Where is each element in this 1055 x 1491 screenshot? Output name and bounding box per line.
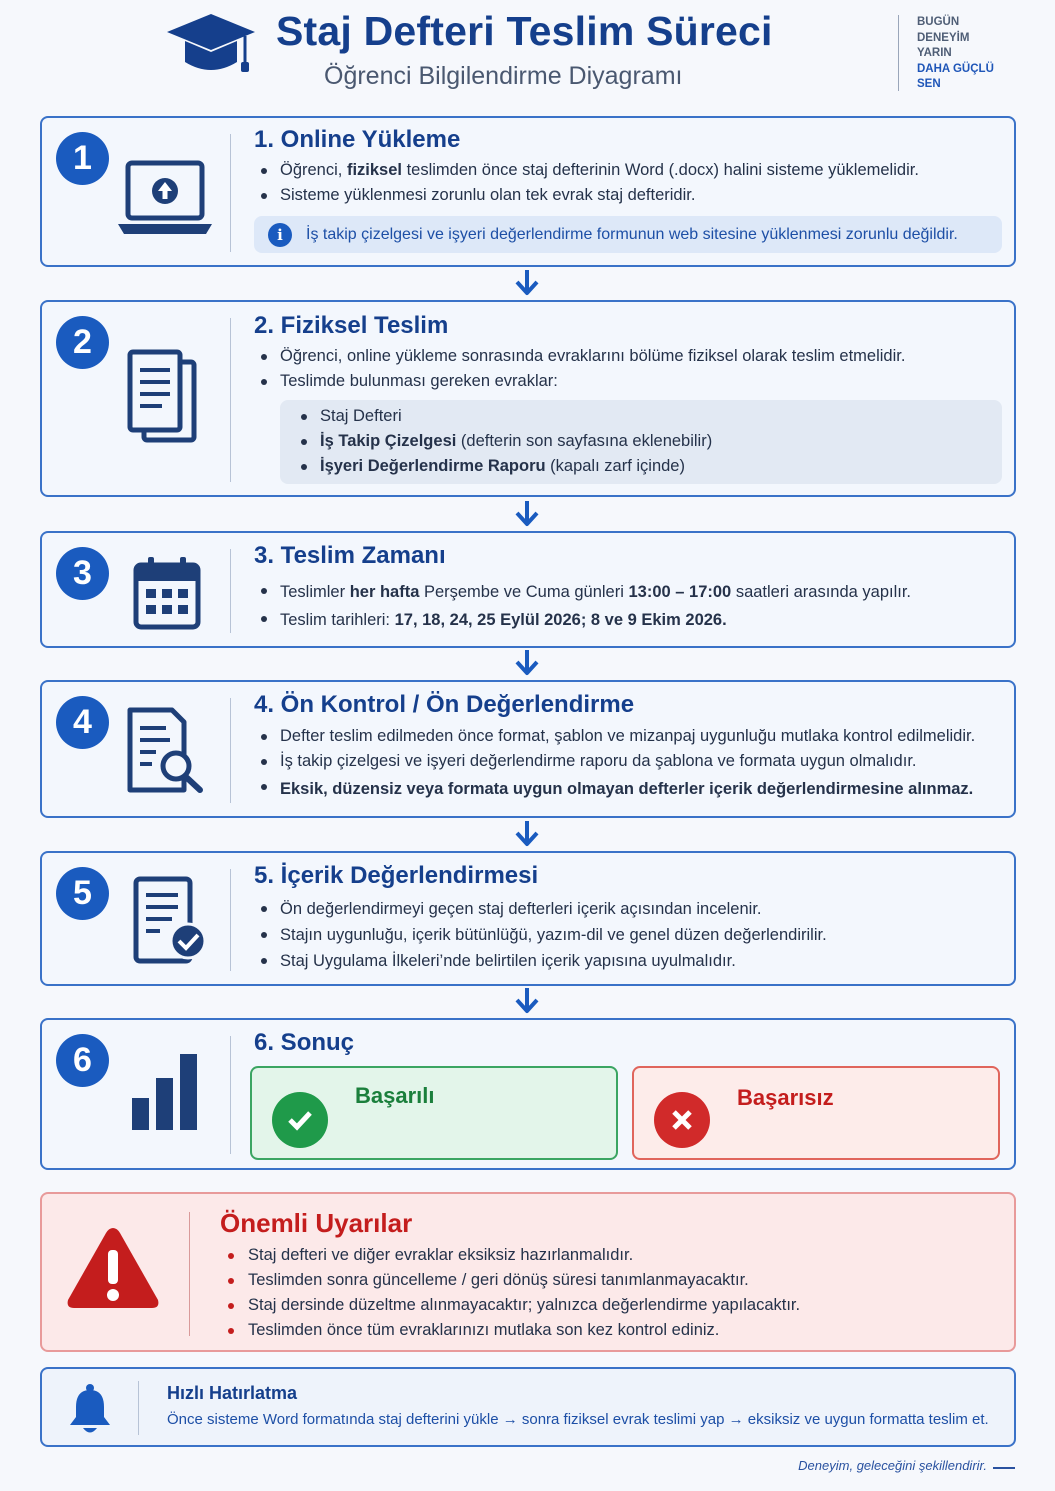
list-item: Staj dersinde düzeltme alınmayacaktır; yalnızca değerlendirme yapılacaktır. [222, 1293, 800, 1318]
page-subtitle: Öğrenci Bilgilendirme Diyagramı [324, 62, 683, 90]
list-item: Teslimden sonra güncelleme / geri dönüş süresi tanımlanmayacaktır. [222, 1268, 800, 1293]
list-item: Teslimler her hafta Perşembe ve Cuma günleri 13:00 – 17:00 saatleri arasında yapılır. [256, 578, 911, 606]
step-number-badge: 3 [56, 547, 109, 600]
bar-chart-icon [130, 1052, 200, 1132]
bell-icon [68, 1383, 112, 1435]
step-number-badge: 4 [56, 696, 109, 749]
step-3-delivery-time [40, 531, 1016, 648]
warnings-title: Önemli Uyarılar [220, 1208, 413, 1238]
step-number-badge: 5 [56, 867, 109, 920]
list-item: Teslimde bulunması gereken evraklar: [256, 369, 905, 394]
step-number-badge: 1 [56, 132, 109, 185]
document-check-icon [132, 875, 208, 967]
arrow-down-icon [512, 986, 542, 1016]
step-number-badge: 2 [56, 316, 109, 369]
step-title: 1. Online Yükleme [254, 126, 461, 153]
header [0, 0, 1055, 110]
warning-icon [64, 1222, 162, 1312]
step-4-pre-check [40, 680, 1016, 818]
reminder-text: Önce sisteme Word formatında staj defterini yükle → sonra fiziksel evrak teslimi yap → eksiksiz ve uygun formatta teslim et. [167, 1411, 989, 1428]
step-2-physical-delivery [40, 300, 1016, 497]
reminder-title: Hızlı Hatırlatma [167, 1383, 298, 1403]
info-icon: i [268, 223, 292, 247]
list-item: Staj Uygulama İlkeleri’nde belirtilen içerik yapısına uyulmalıdır. [256, 948, 827, 974]
footer-slogan: Deneyim, geleceğini şekillendirir. [798, 1458, 987, 1473]
list-item: İşyeri Değerlendirme Raporu (kapalı zarf içinde) [296, 454, 712, 479]
list-item: Eksik, düzensiz veya formata uygun olmayan defterler içerik değerlendirmesine alınmaz. [256, 774, 975, 804]
list-item: Defter teslim edilmeden önce format, şablon ve mizanpaj uygunluğu mutlaka kontrol edilmelidir. [256, 724, 975, 749]
step-1-online-upload [40, 116, 1016, 267]
step-number-badge: 6 [56, 1034, 109, 1087]
important-warnings [40, 1192, 1016, 1352]
list-item: Staj defteri ve diğer evraklar eksiksiz hazırlanmalıdır. [222, 1243, 800, 1268]
step-5-content-evaluation [40, 851, 1016, 986]
list-item: Teslim tarihleri: 17, 18, 24, 25 Eylül 2026; 8 ve 9 Ekim 2026. [256, 606, 911, 634]
list-item: Ön değerlendirmeyi geçen staj defterleri içerik açısından incelenir. [256, 896, 827, 922]
required-documents-box [280, 400, 1002, 484]
checkmark-icon [272, 1092, 328, 1148]
list-item: İş takip çizelgesi ve işyeri değerlendirme raporu da şablona ve formata uygun olmalıdır. [256, 749, 975, 774]
result-fail [632, 1066, 1000, 1160]
laptop-upload-icon [116, 158, 214, 238]
arrow-down-icon [512, 268, 542, 298]
quick-reminder [40, 1367, 1016, 1447]
arrow-down-icon [512, 819, 542, 849]
list-item: Sisteme yüklenmesi zorunlu olan tek evrak staj defteridir. [256, 183, 919, 208]
footer-divider [993, 1467, 1015, 1469]
document-search-icon [126, 706, 206, 796]
step-title: 6. Sonuç [254, 1029, 355, 1056]
graduation-cap-icon [165, 12, 257, 78]
brand-logo: BUGÜN DENEYİM YARIN DAHA GÜÇLÜ SEN [898, 15, 1018, 91]
step-title: 5. İçerik Değerlendirmesi [254, 862, 539, 889]
arrow-down-icon [512, 648, 542, 678]
list-item: Stajın uygunluğu, içerik bütünlüğü, yazım-dil ve genel düzen değerlendirilir. [256, 922, 827, 948]
page-title: Staj Defteri Teslim Süreci [276, 8, 773, 54]
close-icon [654, 1092, 710, 1148]
step-title: 3. Teslim Zamanı [254, 542, 446, 569]
result-success [250, 1066, 618, 1160]
result-success-label: Başarılı [355, 1083, 435, 1108]
step-6-result [40, 1018, 1016, 1170]
step-title: 4. Ön Kontrol / Ön Değerlendirme [254, 691, 635, 718]
calendar-icon [132, 555, 202, 631]
arrow-down-icon [512, 499, 542, 529]
list-item: Staj Defteri [296, 404, 712, 429]
list-item: Öğrenci, fiziksel teslimden önce staj defterinin Word (.docx) halini sisteme yüklemelidir. [256, 158, 919, 183]
result-fail-label: Başarısız [737, 1085, 834, 1110]
documents-icon [126, 348, 200, 444]
list-item: Teslimden önce tüm evraklarınızı mutlaka son kez kontrol ediniz. [222, 1318, 800, 1343]
list-item: İş Takip Çizelgesi (defterin son sayfasına eklenebilir) [296, 429, 712, 454]
info-note: i İş takip çizelgesi ve işyeri değerlendirme formunun web sitesine yüklenmesi zorunlu değildir. [254, 216, 1002, 253]
step-title: 2. Fiziksel Teslim [254, 312, 449, 339]
list-item: Öğrenci, online yükleme sonrasında evraklarını bölüme fiziksel olarak teslim etmelidir. [256, 344, 905, 369]
